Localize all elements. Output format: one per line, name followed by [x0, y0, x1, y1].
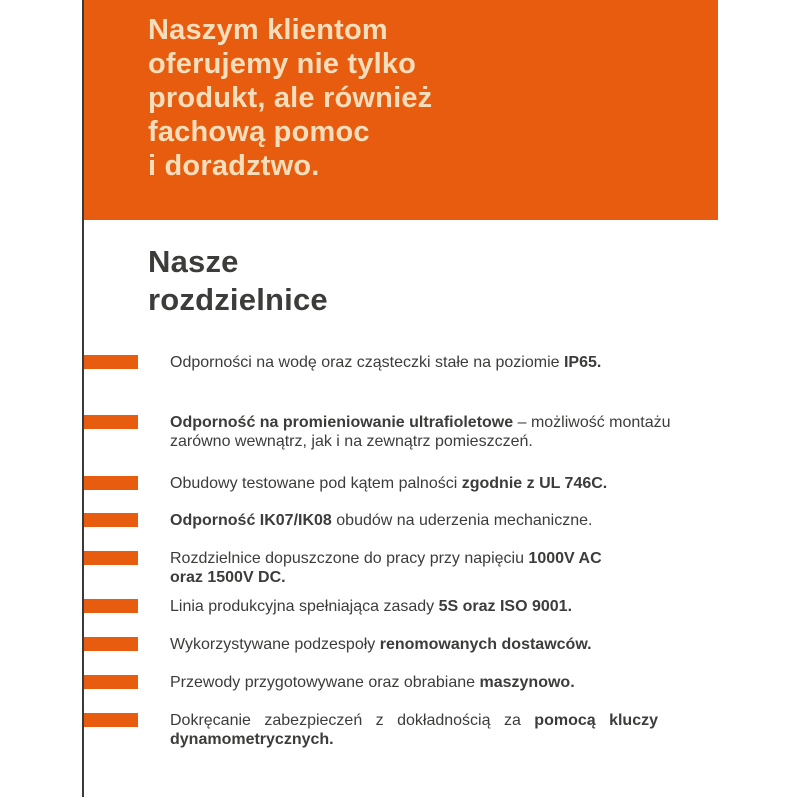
bullet-dash-icon — [82, 476, 138, 490]
list-item-text-bold: IP65. — [563, 354, 602, 371]
bullet-dash-icon — [82, 713, 138, 727]
list-item-text-regular: Odporności na wodę oraz cząsteczki stałe na poziomie — [170, 354, 564, 371]
bullet-dash-icon — [82, 415, 138, 429]
bullet-dash-icon — [82, 355, 138, 369]
list-item-text — [170, 597, 718, 616]
list-item — [82, 673, 730, 692]
list-item-text-bold: Odporność IK07/IK08 — [170, 512, 332, 529]
list-item-text-regular: Obudowy testowane pod kątem palności — [170, 475, 462, 492]
list-item-text-bold: renomowanych dostawców. — [379, 636, 592, 653]
list-item-text-bold: pomocą kluczy — [534, 712, 658, 729]
hero-banner — [84, 0, 718, 220]
list-item-text-bold: dynamometrycznych. — [170, 731, 334, 748]
bullet-dash-icon — [82, 675, 138, 689]
bullet-dash-icon — [82, 513, 138, 527]
list-item-text — [170, 353, 718, 372]
list-item-text-regular: zarówno wewnątrz, jak i na zewnątrz pomieszczeń. — [170, 433, 533, 450]
list-item — [82, 413, 730, 451]
list-item — [82, 474, 730, 493]
list-item-text-bold: maszynowo. — [479, 674, 575, 691]
list-item-text-bold: zgodnie z UL 746C. — [461, 475, 608, 492]
list-item-text-bold: oraz 1500V DC. — [170, 569, 286, 586]
list-item-text-regular: Przewody przygotowywane oraz obrabiane — [170, 674, 480, 691]
list-item — [82, 549, 730, 587]
page-title: Nasze rozdzielnice — [148, 244, 328, 317]
list-item — [82, 635, 730, 654]
list-item-text — [170, 413, 718, 451]
list-item-text — [170, 635, 718, 654]
list-item-text-bold: 5S oraz ISO 9001. — [438, 598, 573, 615]
feature-list — [82, 353, 730, 749]
list-item-text-bold: Odporność na promieniowanie ultrafioletowe — [170, 414, 514, 431]
list-item-text-regular: obudów na uderzenia mechaniczne. — [331, 512, 593, 529]
hero-tagline: Naszym klientom oferujemy nie tylko produkt, ale również fachową pomoc i doradztwo. — [148, 14, 433, 182]
left-rule-line — [82, 0, 84, 797]
list-item — [82, 353, 730, 372]
list-item — [82, 597, 730, 616]
list-item-text — [170, 673, 718, 692]
list-item-text — [170, 474, 718, 493]
list-item — [82, 511, 730, 530]
list-item-text-regular: Wykorzystywane podzespoły — [170, 636, 380, 653]
list-item — [82, 711, 730, 749]
list-item-text-regular: Dokręcanie zabezpieczeń z dokładnością za — [170, 712, 535, 729]
list-item-text-regular: – możliwość montażu — [513, 414, 671, 431]
bullet-dash-icon — [82, 599, 138, 613]
bullet-dash-icon — [82, 551, 138, 565]
list-item-text-regular: Rozdzielnice dopuszczone do pracy przy napięciu — [170, 550, 529, 567]
list-item-text — [170, 711, 718, 749]
list-item-text-bold: 1000V AC — [528, 550, 602, 567]
list-item-text — [170, 511, 718, 530]
list-item-text — [170, 549, 718, 587]
bullet-dash-icon — [82, 637, 138, 651]
list-item-text-regular: Linia produkcyjna spełniająca zasady — [170, 598, 439, 615]
